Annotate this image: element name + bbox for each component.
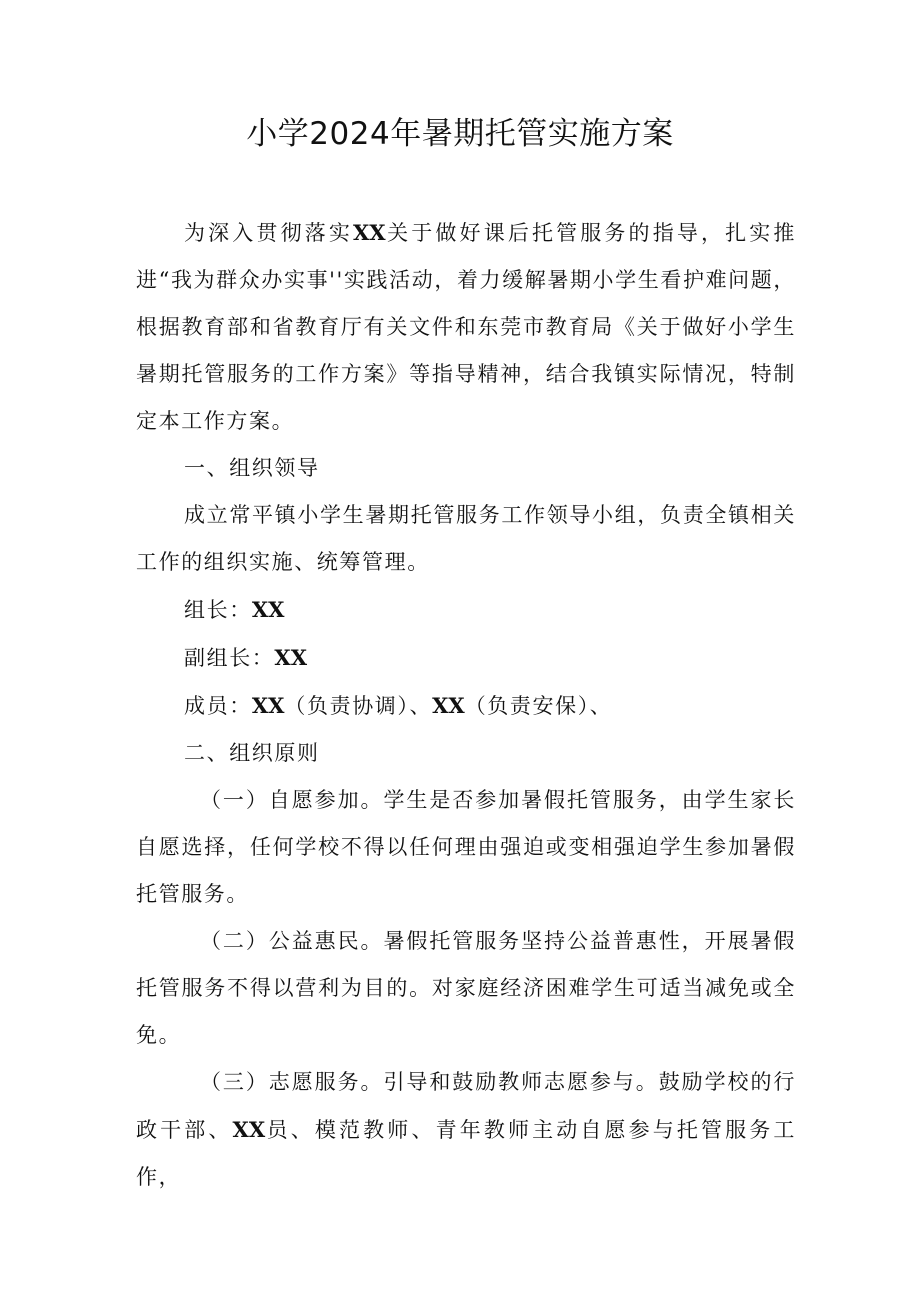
principle-item-2: （二）公益惠民。暑假托管服务坚持公益普惠性，开展暑假托管服务不得以营利为目的。对家庭经济困难学生可适当减免或全免。 xyxy=(136,929,796,1047)
item3-text-rest: 员、模范教师、青年教师主动自愿参与托管服务工作， xyxy=(136,1118,796,1189)
principle-item-3 xyxy=(136,1059,796,1201)
item3-text-start: （三）志愿服务。引导和鼓励教师志愿参与。鼓励学校的行政干部、 xyxy=(136,1070,796,1142)
leader-label: 组长： xyxy=(184,598,252,622)
intro-placeholder: XX xyxy=(353,220,386,245)
principle-item-1: （一）自愿参加。学生是否参加暑假托管服务，由学生家长自愿选择，任何学校不得以任何理由强迫或变相强迫学生参加暑假托管服务。 xyxy=(136,788,796,906)
document-title: 小学2024年暑期托管实施方案 xyxy=(246,116,674,152)
deputy-value: XX xyxy=(274,645,307,670)
leader-line xyxy=(136,586,796,634)
item3-placeholder: XX xyxy=(232,1117,266,1142)
intro-paragraph xyxy=(136,209,796,445)
member2-value: XX xyxy=(432,693,465,718)
section1-paragraph: 成立常平镇小学生暑期托管服务工作领导小组，负责全镇相关工作的组织实施、统筹管理。 xyxy=(136,503,796,574)
member2-role: （负责安保）、 xyxy=(464,694,613,718)
intro-text-start: 为深入贯彻落实 xyxy=(184,221,353,245)
members-label: 成员： xyxy=(184,694,252,718)
member1-value: XX xyxy=(251,693,285,718)
leader-value: XX xyxy=(251,597,285,622)
deputy-label: 副组长： xyxy=(184,646,275,670)
members-line xyxy=(136,682,796,730)
deputy-line xyxy=(136,634,796,682)
intro-text-rest: 关于做好课后托管服务的指导，扎实推进“我为群众办实事''实践活动，着力缓解暑期小学生看护难问题，根据教育部和省教育厅有关文件和东莞市教育局《关于做好小学生暑期托管服务的工作方案》等指导精神，结合我镇实际情况，特制定本工作方案。 xyxy=(136,221,797,433)
member1-role: （负责协调）、 xyxy=(284,694,433,718)
section2-heading: 二、组织原则 xyxy=(184,741,320,765)
section1-heading: 一、组织领导 xyxy=(184,456,320,480)
document-body xyxy=(136,209,796,1201)
